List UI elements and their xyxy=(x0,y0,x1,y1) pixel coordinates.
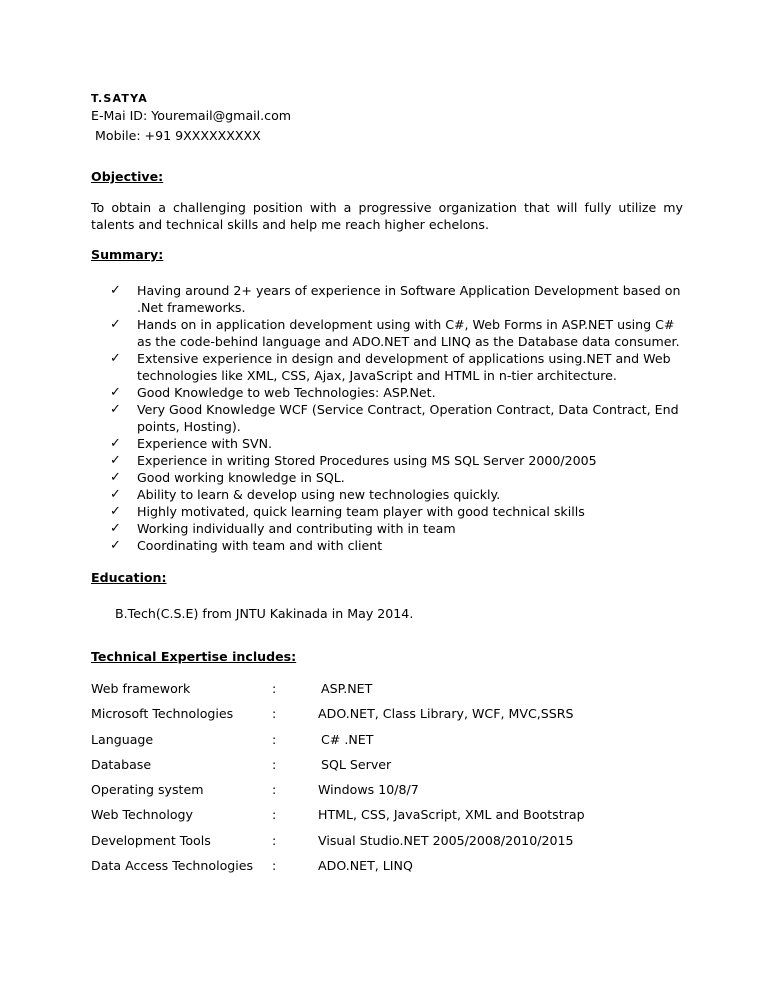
checkmark-icon: ✓ xyxy=(110,402,121,417)
education-text: B.Tech(C.S.E) from JNTU Kakinada in May 2014. xyxy=(115,606,414,621)
summary-item-text: Extensive experience in design and development of applications using.NET and Web technologies like XML, CSS, Ajax, JavaScript and HTML in n-tier architecture. xyxy=(137,351,671,383)
summary-item xyxy=(110,384,690,401)
objective-text: To obtain a challenging position with a progressive organization that will fully utilize my talents and technical skills and help me reach higher echelons. xyxy=(91,200,683,232)
tech-row xyxy=(91,756,691,774)
summary-item-text: Very Good Knowledge WCF (Service Contract, Operation Contract, Data Contract, End points, Hosting). xyxy=(137,402,679,434)
checkmark-icon: ✓ xyxy=(110,283,121,298)
candidate-name: T.SATYA xyxy=(91,92,148,105)
tech-label: Language xyxy=(91,732,154,747)
tech-value: HTML, CSS, JavaScript, XML and Bootstrap xyxy=(318,807,585,822)
tech-value: Windows 10/8/7 xyxy=(318,782,419,797)
tech-label: Data Access Technologies xyxy=(91,858,254,873)
summary-item xyxy=(110,486,690,503)
checkmark-icon: ✓ xyxy=(110,504,121,519)
tech-row xyxy=(91,806,691,824)
tech-separator: : xyxy=(272,706,277,721)
tech-value: C# .NET xyxy=(321,732,374,747)
checkmark-icon: ✓ xyxy=(110,487,121,502)
tech-separator: : xyxy=(272,833,277,848)
summary-item xyxy=(110,503,690,520)
summary-item xyxy=(110,401,690,435)
technical-heading: Technical Expertise includes: xyxy=(91,649,297,664)
summary-item xyxy=(110,350,690,384)
summary-item-text: Highly motivated, quick learning team player with good technical skills xyxy=(137,504,585,519)
checkmark-icon: ✓ xyxy=(110,385,121,400)
tech-label: Web framework xyxy=(91,681,191,696)
objective-heading: Objective: xyxy=(91,169,164,184)
tech-separator: : xyxy=(272,681,277,696)
mobile-line: Mobile: +91 9XXXXXXXXX xyxy=(91,128,261,143)
tech-separator: : xyxy=(272,732,277,747)
tech-row xyxy=(91,781,691,799)
tech-separator: : xyxy=(272,807,277,822)
tech-label: Development Tools xyxy=(91,833,211,848)
tech-label: Web Technology xyxy=(91,807,194,822)
summary-item xyxy=(110,537,690,554)
tech-row xyxy=(91,731,691,749)
summary-item-text: Coordinating with team and with client xyxy=(137,538,383,553)
tech-value: ASP.NET xyxy=(321,681,373,696)
tech-row xyxy=(91,857,691,875)
checkmark-icon: ✓ xyxy=(110,521,121,536)
tech-separator: : xyxy=(272,757,277,772)
tech-label: Database xyxy=(91,757,152,772)
checkmark-icon: ✓ xyxy=(110,351,121,366)
summary-item xyxy=(110,435,690,452)
summary-heading: Summary: xyxy=(91,247,164,262)
checkmark-icon: ✓ xyxy=(110,317,121,332)
summary-item-text: Good working knowledge in SQL. xyxy=(137,470,345,485)
resume-header xyxy=(91,92,691,146)
summary-item-text: Having around 2+ years of experience in Software Application Development based on .Net frameworks. xyxy=(137,283,681,315)
education-heading: Education: xyxy=(91,570,167,585)
checkmark-icon: ✓ xyxy=(110,436,121,451)
tech-separator: : xyxy=(272,782,277,797)
summary-item-text: Experience with SVN. xyxy=(137,436,272,451)
summary-item-text: Good Knowledge to web Technologies: ASP.Net. xyxy=(137,385,436,400)
summary-item xyxy=(110,282,690,316)
summary-item-text: Hands on in application development using with C#, Web Forms in ASP.NET using C# as the code-behind language and ADO.NET and LINQ as the Database data consumer. xyxy=(137,317,680,349)
checkmark-icon: ✓ xyxy=(110,470,121,485)
tech-label: Microsoft Technologies xyxy=(91,706,234,721)
summary-item xyxy=(110,520,690,537)
tech-row xyxy=(91,680,691,698)
checkmark-icon: ✓ xyxy=(110,453,121,468)
summary-item-text: Experience in writing Stored Procedures using MS SQL Server 2000/2005 xyxy=(137,453,597,468)
tech-value: SQL Server xyxy=(321,757,392,772)
summary-item xyxy=(110,452,690,469)
tech-row xyxy=(91,832,691,850)
tech-row xyxy=(91,705,691,723)
tech-value: Visual Studio.NET 2005/2008/2010/2015 xyxy=(318,833,574,848)
summary-item-text: Ability to learn & develop using new technologies quickly. xyxy=(137,487,501,502)
tech-value: ADO.NET, LINQ xyxy=(318,858,413,873)
tech-label: Operating system xyxy=(91,782,204,797)
summary-list xyxy=(110,282,690,554)
tech-value: ADO.NET, Class Library, WCF, MVC,SSRS xyxy=(318,706,574,721)
summary-item xyxy=(110,316,690,350)
tech-separator: : xyxy=(272,858,277,873)
summary-item xyxy=(110,469,690,486)
email-line: E-Mai ID: Youremail@gmail.com xyxy=(91,108,292,123)
checkmark-icon: ✓ xyxy=(110,538,121,553)
summary-item-text: Working individually and contributing with in team xyxy=(137,521,456,536)
